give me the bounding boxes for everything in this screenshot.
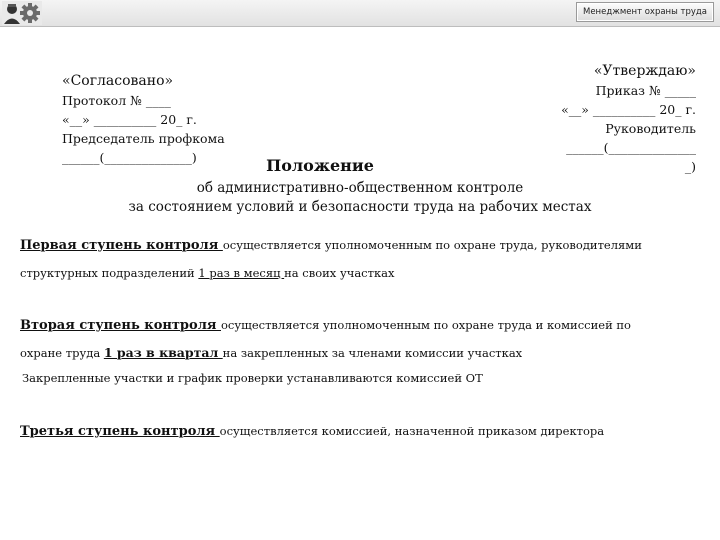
level-2-frequency: 1 раз в квартал (103, 345, 223, 360)
level-3-line1 (20, 424, 710, 439)
level-2-text2: охране труда (20, 346, 104, 360)
brand-tab[interactable]: Менеджмент охраны труда (576, 2, 714, 22)
approved-date: «__» __________ 20_ г. (561, 102, 696, 117)
approved-heading: «Утверждаю» (593, 63, 696, 79)
top-bar (0, 0, 720, 27)
level-1-text: осуществляется уполномоченным по охране труда, руководителями (222, 238, 642, 252)
document-subtitle-line1: об административно-общественном контроле (196, 180, 524, 196)
agreed-signature: ______(______________) (62, 150, 197, 165)
level-2-note: Закрепленные участки и график проверки устанавливаются комиссией ОТ (22, 371, 483, 385)
approved-signature: ______(______________ (566, 140, 696, 155)
level-2-text: осуществляется уполномоченным по охране труда и комиссией по (221, 318, 631, 332)
approved-order: Приказ № _____ (595, 83, 696, 98)
approved-signature-end: _) (684, 159, 696, 174)
document-title: Положение (266, 156, 374, 175)
level-2-line2 (20, 345, 710, 360)
level-1-line1 (20, 238, 710, 253)
level-1-line2 (20, 266, 710, 280)
logo (2, 1, 42, 25)
level-3-lead: Третья ступень контроля (20, 424, 220, 439)
agreed-block (62, 72, 225, 167)
level-2-lead: Вторая ступень контроля (20, 318, 221, 333)
approved-position: Руководитель (605, 121, 696, 136)
level-1-text3: на своих участках (284, 266, 395, 280)
document-subtitle-line2: за состоянием условий и безопасности труда на рабочих местах (128, 199, 592, 215)
level-3-text: осуществляется комиссией, назначенной приказом директора (219, 424, 605, 438)
level-2-text3: на закрепленных за членами комиссии участках (222, 346, 523, 360)
level-1-frequency: 1 раз в месяц (198, 266, 285, 280)
agreed-protocol: Протокол № ____ (62, 93, 171, 108)
agreed-position: Председатель профкома (62, 131, 225, 146)
gear-icon (20, 3, 40, 23)
agreed-heading: «Согласовано» (62, 73, 174, 89)
agreed-date: «__» __________ 20_ г. (62, 112, 197, 127)
level-1-text2: структурных подразделений (20, 266, 199, 280)
level-2-line1 (20, 318, 710, 333)
level-1-lead: Первая ступень контроля (20, 238, 223, 253)
